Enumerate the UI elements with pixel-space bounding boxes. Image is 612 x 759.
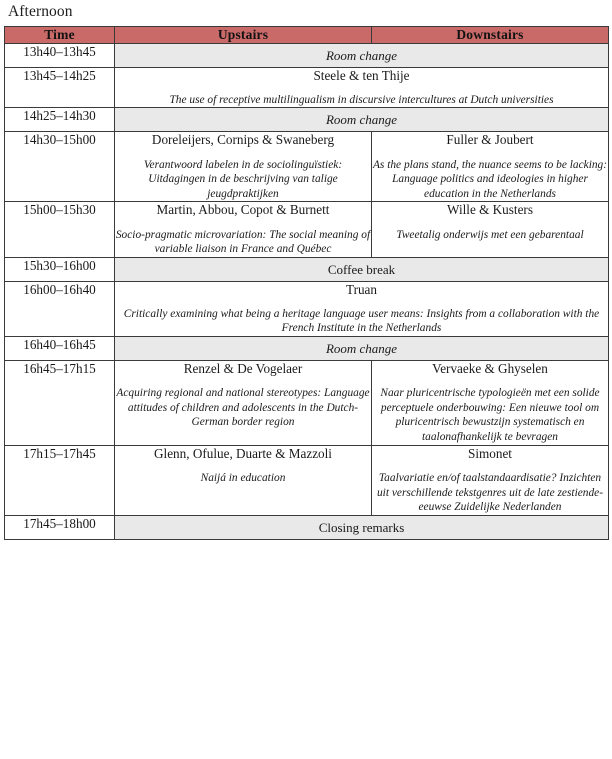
session-title: Acquiring regional and national stereotypes: Language attitudes of children and adolescents in the Dutch-German border region: [116, 387, 370, 429]
time-slot: 14h25–14h30: [5, 108, 115, 132]
session-cell-upstairs: [115, 202, 372, 258]
column-header-time: Time: [5, 27, 115, 44]
time-slot: 15h00–15h30: [5, 202, 115, 258]
break-label: Room change: [325, 340, 398, 356]
session-cell-upstairs: [115, 132, 372, 202]
time-slot: 17h45–18h00: [5, 515, 115, 539]
time-slot: 13h45–14h25: [5, 68, 115, 108]
break-cell: [115, 44, 609, 68]
session-title: The use of receptive multilingualism in discursive intercultures at Dutch universities: [169, 93, 554, 106]
session-cell-upstairs: [115, 445, 372, 515]
session-cell-upstairs: [115, 360, 372, 445]
session-title: Verantwoord labelen in de sociolinguïstiek: Uitdagingen in de beschrijving van talige jeugdpraktijken: [143, 158, 343, 200]
session-cell-plenary: [115, 68, 609, 108]
time-slot: 16h45–17h15: [5, 360, 115, 445]
break-label: Room change: [325, 112, 398, 128]
time-slot: 13h40–13h45: [5, 44, 115, 68]
session-title: Naar pluricentrische typologieën met een solide perceptuele onderbouwing: Een nieuwe tool om pluricentrisch bewustzijn systematisch en taalonafhankelijk te bevragen: [380, 387, 600, 444]
session-title: Taalvariatie en/of taalstandaardisatie? Inzichten uit verschillende tekstgenres uit de late zestiende-eeuwse Zuidelijke Nederlanden: [376, 472, 604, 514]
table-row: [5, 202, 609, 258]
table-row: [5, 132, 609, 202]
time-slot: 16h40–16h45: [5, 336, 115, 360]
session-cell-downstairs: [372, 360, 609, 445]
session-speakers: Doreleijers, Cornips & Swaneberg: [151, 132, 335, 148]
session-speakers: Glenn, Ofulue, Duarte & Mazzoli: [154, 445, 332, 461]
time-slot: 15h30–16h00: [5, 258, 115, 282]
session-speakers: Simonet: [468, 445, 512, 461]
time-slot: 16h00–16h40: [5, 282, 115, 337]
column-header-upstairs: Upstairs: [115, 27, 372, 44]
column-header-downstairs: Downstairs: [372, 27, 609, 44]
table-row: [5, 515, 609, 539]
session-speakers: Renzel & De Vogelaer: [183, 360, 303, 376]
session-title: Tweetalig onderwijs met een gebarentaal: [396, 228, 584, 241]
break-cell: [115, 336, 609, 360]
session-title: Socio-pragmatic microvariation: The social meaning of variable liaison in France and Québec: [115, 228, 371, 256]
break-label: Coffee break: [327, 262, 396, 278]
session-speakers: Martin, Abbou, Copot & Burnett: [156, 202, 330, 218]
session-speakers: Steele & ten Thije: [313, 68, 410, 83]
session-speakers: Wille & Kusters: [447, 202, 533, 218]
table-row: [5, 108, 609, 132]
session-cell-plenary: [115, 282, 609, 337]
time-slot: 17h15–17h45: [5, 445, 115, 515]
afternoon-schedule-table: [4, 26, 609, 540]
time-slot: 14h30–15h00: [5, 132, 115, 202]
session-cell-downstairs: [372, 202, 609, 258]
break-label: Room change: [325, 48, 398, 63]
session-title: Critically examining what being a heritage language user means: Insights from a collaboration with the French Institute in the Netherlands: [123, 307, 600, 335]
session-cell-downstairs: [372, 132, 609, 202]
break-cell: [115, 108, 609, 132]
header-row: [5, 27, 609, 44]
break-label: Closing remarks: [318, 519, 405, 535]
table-row: [5, 282, 609, 337]
table-header: [5, 27, 609, 44]
table-row: [5, 336, 609, 360]
page-title: Afternoon: [8, 3, 73, 20]
break-cell: [115, 515, 609, 539]
table-row: [5, 445, 609, 515]
session-title: Naijá in education: [200, 472, 286, 485]
session-speakers: Vervaeke & Ghyselen: [432, 360, 548, 376]
session-cell-downstairs: [372, 445, 609, 515]
session-title: As the plans stand, the nuance seems to be lacking: Language politics and ideologies in higher education in the Netherlands: [372, 158, 608, 200]
table-row: [5, 258, 609, 282]
table-row: [5, 360, 609, 445]
table-body: [5, 44, 609, 540]
table-row: [5, 44, 609, 68]
session-speakers: Fuller & Joubert: [446, 132, 534, 148]
break-cell: [115, 258, 609, 282]
session-speakers: Truan: [345, 282, 378, 298]
table-row: [5, 68, 609, 108]
